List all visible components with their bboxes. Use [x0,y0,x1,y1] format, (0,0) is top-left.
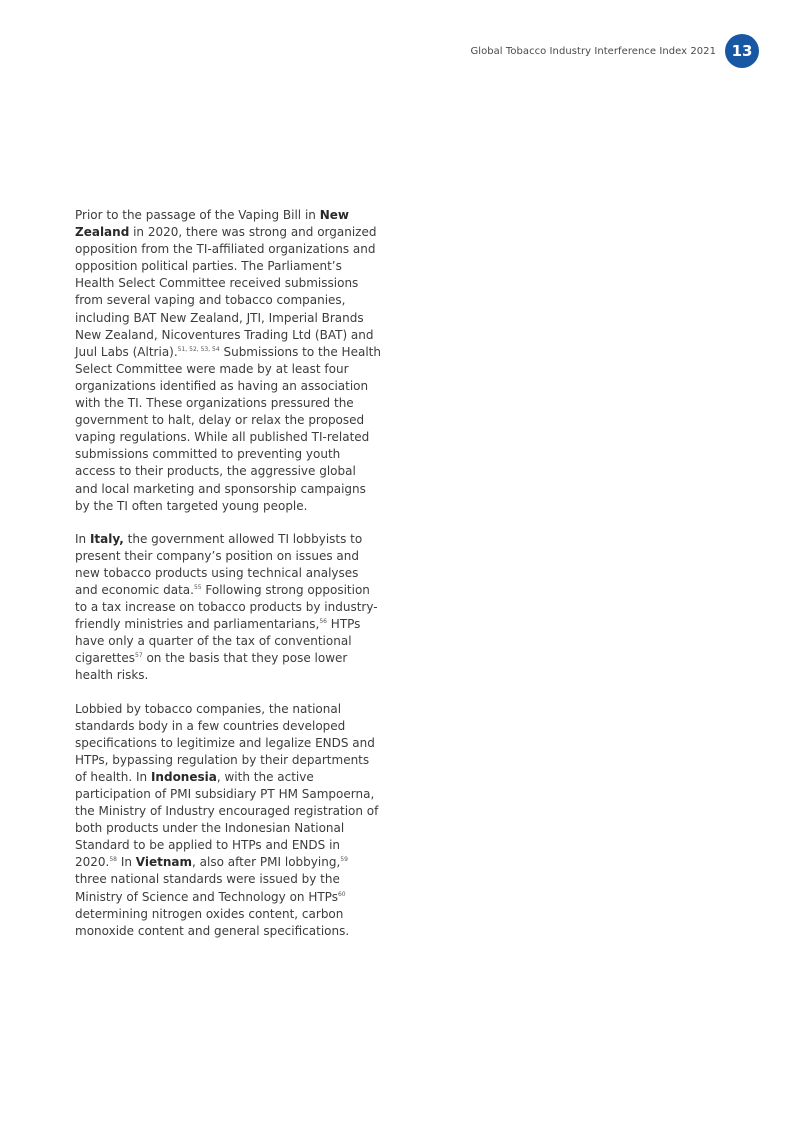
footnote-ref: 57 [135,652,143,660]
paragraph-italy: In Italy, the government allowed TI lobbyists to present their company’s position on issues and new tobacco products using technical analyses and economic data.$^{55}$ Following strong opposition to a tax increase on tobacco products by industry-friendly ministries and parliamentarians,$^{56}$ HTPs have only a quarter of the tax of conventional cigarettes$^{57}$ on the basis that they pose lower health risks. [75,531,378,683]
footnote-ref: 59 [340,856,348,864]
footnote-ref: 56 [319,618,327,626]
country-italy: Italy, [89,531,124,546]
body-text [75,207,381,956]
country-new-zealand: New Zealand [75,208,349,240]
footnote-ref: 55 [193,583,202,591]
country-indonesia: Indonesia [150,769,217,784]
page-header [470,34,759,68]
footnote-ref: 60 [337,890,346,898]
page-number-badge: 13 [725,34,759,68]
footnote-ref: 51, 52, 53, 54 [177,345,220,353]
footnote-ref: 58 [109,856,117,864]
running-title: Global Tobacco Industry Interference Index 2021 [470,45,716,57]
paragraph-standards: Lobbied by tobacco companies, the national standards body in a few countries developed specifications to legitimize and legalize ENDS and HTPs, bypassing regulation by their departments of health. In Indonesia, with the active participation of PMI subsidiary PT HM Sampoerna, the Ministry of Industry encouraged registration of both products under the Indonesian National Standard to be applied to HTPs and ENDS in 2020.58 In Vietnam, also after PMI lobbying,$^{59}$ three national standards were issued by the Ministry of Science and Technology on HTPs$^{60}$ determining nitrogen oxides content, carbon monoxide content and general specifications. [75,701,379,938]
paragraph-new-zealand: Prior to the passage of the Vaping Bill in New Zealand in 2020, there was strong and organized opposition from the TI-affiliated organizations and opposition political parties. The Parliament’s Health Select Committee received submissions from several vaping and tobacco companies, including BAT New Zealand, JTI, Imperial Brands New Zealand, Nicoventures Trading Ltd (BAT) and Juul Labs (Altria).$^{51, 52, 53, 54}$ Submissions to the Health Select Committee were made by at least four organizations identified as having an association with the TI. These organizations pressured the government to halt, delay or relax the proposed vaping regulations. While all published TI-related submissions committed to preventing youth access to their products, the aggressive global and local marketing and sponsorship campaigns by the TI often targeted young people. [75,208,381,513]
country-vietnam: Vietnam [135,855,192,870]
